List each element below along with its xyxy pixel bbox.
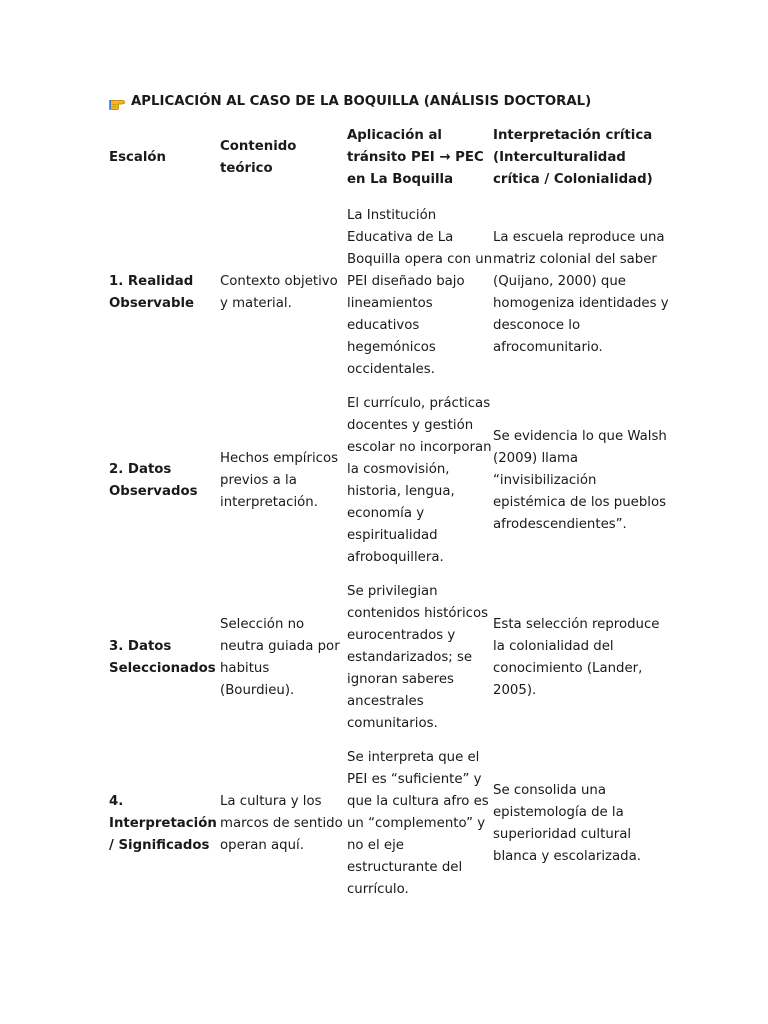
row-step-label: 4. Interpretación / Significados [109, 794, 217, 853]
table-row [109, 747, 669, 913]
row-step-label: 1. Realidad Observable [109, 274, 195, 311]
document-page [109, 92, 669, 913]
analysis-table [109, 125, 669, 913]
row-critical-interpretation: La escuela reproduce una matriz colonial del saber (Quijano, 2000) que homogeniza identidades y desconoce lo afrocomunitario. [493, 230, 669, 355]
row-theory: Contexto objetivo y material. [220, 274, 338, 311]
row-application: El currículo, prácticas docentes y gestión escolar no incorporan la cosmovisión, historia, lengua, economía y espiritualidad afroboquillera. [347, 396, 492, 565]
table-row [109, 581, 669, 747]
row-critical-interpretation: Se evidencia lo que Walsh (2009) llama “invisibilización epistémica de los pueblos afrodescendientes”. [493, 429, 667, 532]
table-row [109, 205, 669, 393]
row-application: Se interpreta que el PEI es “suficiente” y que la cultura afro es un “complemento” y no el eje estructurante del currículo. [347, 750, 489, 897]
row-theory: La cultura y los marcos de sentido operan aquí. [220, 794, 343, 853]
row-theory: Selección no neutra guiada por habitus (Bourdieu). [220, 617, 340, 698]
header-aplicacion: Aplicación al tránsito PEI → PEC en La Boquilla [347, 128, 484, 187]
header-interpretacion-critica: Interpretación crítica (Interculturalidad crítica / Colonialidad) [493, 128, 653, 187]
row-application: La Institución Educativa de La Boquilla opera con un PEI diseñado bajo lineamientos educativos hegemónicos occidentales. [347, 208, 493, 377]
row-critical-interpretation: Se consolida una epistemología de la superioridad cultural blanca y escolarizada. [493, 783, 641, 864]
row-step-label: 2. Datos Observados [109, 462, 198, 499]
table-header-row [109, 125, 669, 205]
section-title [109, 92, 669, 112]
row-application: Se privilegian contenidos históricos eurocentrados y estandarizados; se ignoran saberes ancestrales comunitarios. [347, 584, 489, 731]
row-step-label: 3. Datos Seleccionados [109, 639, 216, 676]
row-theory: Hechos empíricos previos a la interpretación. [220, 451, 339, 510]
header-contenido-teorico: Contenido teórico [220, 139, 297, 176]
pointing-hand-icon [109, 94, 128, 110]
header-escalon: Escalón [109, 150, 167, 165]
section-title-text: APLICACIÓN AL CASO DE LA BOQUILLA (ANÁLISIS DOCTORAL) [131, 94, 592, 109]
table-row [109, 393, 669, 581]
row-critical-interpretation: Esta selección reproduce la colonialidad del conocimiento (Lander, 2005). [493, 617, 660, 698]
